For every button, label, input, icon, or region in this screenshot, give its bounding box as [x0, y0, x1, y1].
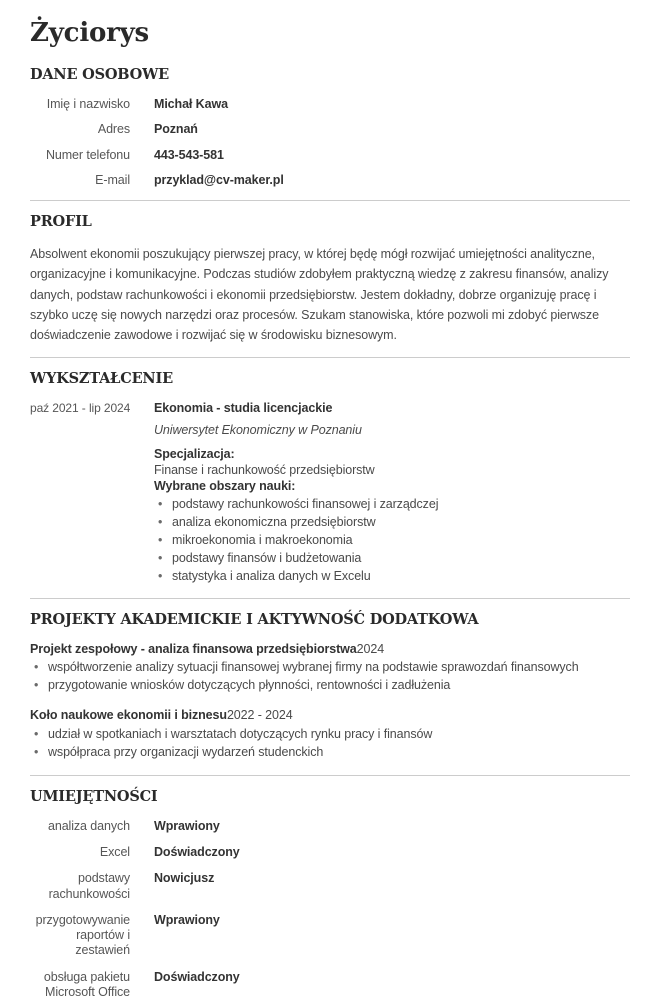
section-divider — [30, 775, 630, 776]
education-area-item: • analiza ekonomiczna przedsiębiorstw — [154, 514, 438, 530]
project-bullet-item: • współpraca przy organizacji wydarzeń studenckich — [30, 744, 630, 760]
project-entry — [30, 642, 630, 694]
project-date: 2024 — [357, 642, 384, 656]
section-divider — [30, 357, 630, 358]
skill-row — [30, 845, 630, 860]
project-bullet-list — [30, 659, 630, 693]
personal-row — [30, 148, 630, 163]
education-date-range: paź 2021 - lip 2024 — [30, 401, 130, 585]
project-bullet-item: • współtworzenie analizy sytuacji finansowej wybranej firmy na podstawie sprawozdań finansowych — [30, 659, 630, 675]
personal-value-name: Michał Kawa — [154, 97, 228, 112]
section-heading-profile: PROFIL — [30, 213, 630, 230]
education-area-item: • podstawy rachunkowości finansowej i zarządczej — [154, 496, 438, 512]
skill-level: Nowicjusz — [154, 871, 214, 902]
education-school: Uniwersytet Ekonomiczny w Poznaniu — [154, 423, 438, 439]
section-divider — [30, 598, 630, 599]
project-bullet-item: • udział w spotkaniach i warsztatach dotyczących rynku pracy i finansów — [30, 726, 630, 742]
personal-value-address: Poznań — [154, 122, 198, 137]
education-area-item: • mikroekonomia i makroekonomia — [154, 532, 438, 548]
personal-row — [30, 122, 630, 137]
project-title: Projekt zespołowy - analiza finansowa przedsiębiorstwa — [30, 642, 357, 656]
project-title-line — [30, 708, 630, 724]
skill-row — [30, 871, 630, 902]
skill-label: Excel — [30, 845, 130, 860]
education-areas-list — [154, 496, 438, 584]
education-specialization-value: Finanse i rachunkowość przedsiębiorstw — [154, 462, 438, 478]
education-area-item: • podstawy finansów i budżetowania — [154, 550, 438, 566]
personal-label-name: Imię i nazwisko — [30, 97, 130, 112]
skill-level: Doświadczony — [154, 970, 240, 1000]
section-heading-projects: PROJEKTY AKADEMICKIE I AKTYWNOŚĆ DODATKOWA — [30, 611, 630, 628]
skill-level: Wprawiony — [154, 819, 220, 834]
section-divider — [30, 200, 630, 201]
education-areas-label: Wybrane obszary nauki: — [154, 478, 438, 494]
skill-row — [30, 970, 630, 1000]
personal-row — [30, 173, 630, 188]
project-title: Koło naukowe ekonomii i biznesu — [30, 708, 227, 722]
education-degree: Ekonomia - studia licencjackie — [154, 401, 438, 417]
project-date: 2022 - 2024 — [227, 708, 293, 722]
education-specialization-label: Specjalizacja: — [154, 446, 438, 462]
personal-value-phone: 443-543-581 — [154, 148, 224, 163]
personal-row — [30, 97, 630, 112]
education-details — [154, 401, 438, 585]
personal-value-email: przyklad@cv-maker.pl — [154, 173, 284, 188]
skill-level: Wprawiony — [154, 913, 220, 959]
skill-label: analiza danych — [30, 819, 130, 834]
education-area-item: • statystyka i analiza danych w Excelu — [154, 568, 438, 584]
personal-label-phone: Numer telefonu — [30, 148, 130, 163]
page-title: Życiorys — [30, 18, 630, 48]
skill-label: obsługa pakietu Microsoft Office — [30, 970, 130, 1000]
project-entry — [30, 708, 630, 760]
project-bullet-list — [30, 726, 630, 760]
project-bullet-item: • przygotowanie wniosków dotyczących płynności, rentowności i zadłużenia — [30, 677, 630, 693]
skill-level: Doświadczony — [154, 845, 240, 860]
project-title-line — [30, 642, 630, 658]
profile-summary-text: Absolwent ekonomii poszukujący pierwszej pracy, w której będę mógł rozwijać umiejętności analityczne, organizacyjne i komunikacyjne. Podczas studiów zdobyłem praktyczną wiedzę z zakresu finansów, analizy danych, podstaw rachunkowości i ekonomii przedsiębiorstw. Jestem dokładny, dobrze organizuję pracę i szybko uczę się nowych narzędzi oraz procesów. Szukam stanowiska, które pozwoli mi zdobyć pierwsze doświadczenie zawodowe i rozwijać się w środowisku biznesowym. — [30, 244, 630, 345]
skill-label: przygotowywanie raportów i zestawień — [30, 913, 130, 959]
section-heading-skills: UMIEJĘTNOŚCI — [30, 788, 630, 805]
section-heading-education: WYKSZTAŁCENIE — [30, 370, 630, 387]
personal-label-address: Adres — [30, 122, 130, 137]
skill-label: podstawy rachunkowości — [30, 871, 130, 902]
skill-row — [30, 819, 630, 834]
personal-label-email: E-mail — [30, 173, 130, 188]
section-heading-personal: DANE OSOBOWE — [30, 66, 630, 83]
skill-row — [30, 913, 630, 959]
education-entry — [30, 401, 630, 585]
